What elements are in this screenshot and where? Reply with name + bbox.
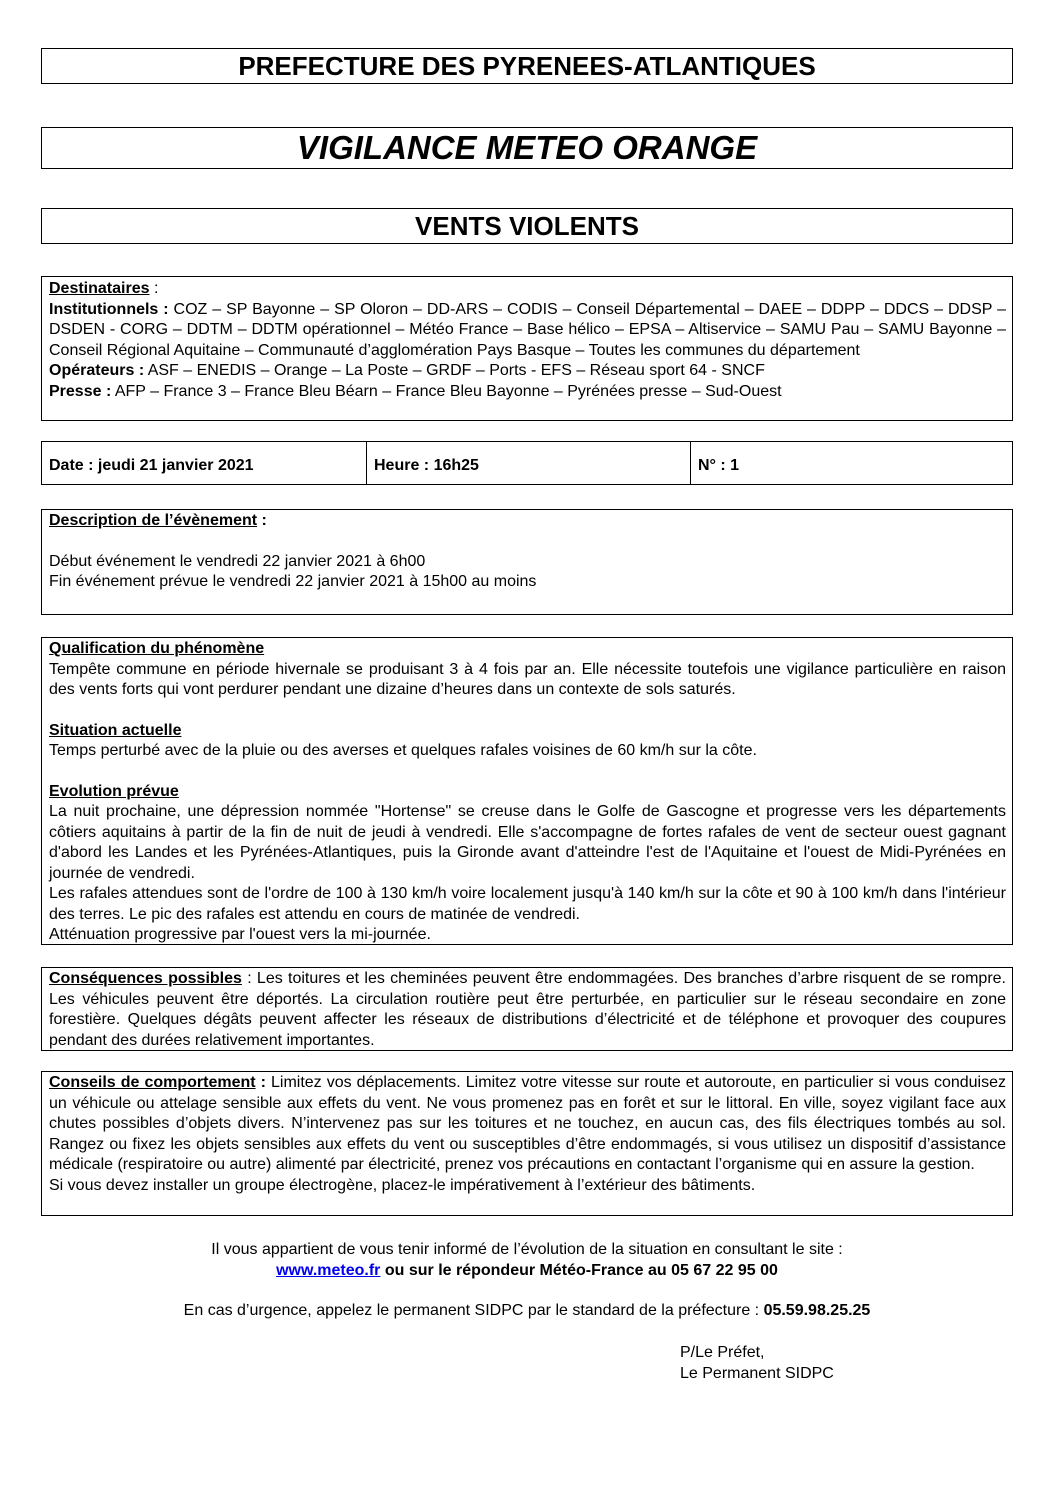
phenomenon-title — [41, 208, 1013, 244]
operateurs-label: Opérateurs : — [49, 362, 145, 379]
signature-line-1: P/Le Préfet, — [680, 1344, 765, 1361]
urgence-text: En cas d’urgence, appelez le permanent SIDPC par le standard de la préfecture : — [183, 1302, 764, 1319]
operateurs-list: ASF – ENEDIS – Orange – La Poste – GRDF – Ports - EFS – Réseau sport 64 - SNCF — [144, 362, 765, 379]
conseils-heading: Conseils de comportement — [49, 1074, 256, 1091]
conseils-text: Limitez vos déplacements. Limitez votre vitesse sur route et autoroute, en particulier si vous conduisez un véhicule ou attelage sensible aux effets du vent. Ne vous promenez pas en forêt et sur le littoral. En ville, soyez vigilant face aux chutes possibles d’objets divers. N’intervenez pas sur les toitures et ne touchez, en aucun cas, des fils électriques tombés au sol. Rangez ou fixez les objets sensibles aux effets du vent ou susceptibles d’être endommagés, si vous utilisez un dispositif d’assistance médicale (respiratoire ou autre) alimenté par électricité, prenez vos précautions en contactant l’organisme qui en assure la gestion. — [49, 1074, 1006, 1173]
evolution-paragraph-2: Les rafales attendues sont de l'ordre de 100 à 130 km/h voire localement jusqu'à 140 km/h sur la côte et 90 à 100 km/h dans l'intérieur des terres. Le pic des rafales est attendu en cours de matinée de vendredi. — [49, 885, 1006, 923]
institutionnels-label: Institutionnels : — [49, 300, 169, 318]
footer — [41, 1240, 1058, 1322]
fin-evenement: Fin événement prévue le vendredi 22 janvier 2021 à 15h00 au moins — [49, 573, 537, 590]
numero-cell: N° : 1 — [698, 457, 740, 474]
urgence-phone: 05.59.98.25.25 — [763, 1302, 871, 1319]
vigilance-title — [41, 127, 1013, 169]
meteo-link[interactable]: www.meteo.fr — [276, 1261, 381, 1279]
consequences-section — [41, 967, 1013, 1051]
conseils-section — [41, 1071, 1013, 1216]
institutionnels-list: COZ – SP Bayonne – SP Oloron – DD-ARS – CODIS – Conseil Départemental – DAEE – DDPP – DDCS – DDSP – DSDEN - CORG – DDTM – DDTM opérationnel – Météo France – Base hélico – EPSA – Altiservice – SAMU Pau – SAMU Bayonne – Conseil Régional Aquitaine – Communauté d’agglomération Pays Basque – Toutes les communes du département — [49, 300, 1006, 359]
qualification-heading: Qualification du phénomène — [49, 640, 265, 657]
heure-cell: Heure : 16h25 — [367, 442, 691, 484]
evolution-paragraph-1: La nuit prochaine, une dépression nommée "Hortense" se creuse dans le Golfe de Gascogne et progresse vers les départements côtiers aquitains à partir de la fin de nuit de jeudi à vendredi. Elle s'accompagne de fortes rafales de vent de secteur ouest gagnant d'abord les Landes et les Pyrénées-Atlantiques, puis la Gironde avant d'atteindre l'est de l'Aquitaine et l'ouest de Midi-Pyrénées en journée de vendredi. — [49, 803, 1006, 882]
vigilance-title-text: VIGILANCE METEO ORANGE — [296, 129, 758, 166]
consequences-text: : Les toitures et les cheminées peuvent être endommagées. Des branches d’arbre risquent de se rompre. Les véhicules peuvent être déportés. La circulation routière peut être perturbée, en particulier sur le réseau secondaire en zone forestière. Quelques dégâts peuvent affecter les réseaux de distributions d’électricité et de téléphone et provoquer des coupures pendant des durées relativement importantes. — [49, 970, 1007, 1049]
info-row — [41, 441, 1013, 485]
debut-evenement: Début événement le vendredi 22 janvier 2021 à 6h00 — [49, 552, 426, 570]
situation-heading: Situation actuelle — [49, 721, 182, 739]
destinataires-heading: Destinataires — [49, 280, 150, 297]
evolution-paragraph-3: Atténuation progressive par l'ouest vers la mi-journée. — [49, 926, 431, 943]
signature-block — [680, 1343, 834, 1384]
presse-label: Presse : — [49, 382, 112, 400]
consequences-heading: Conséquences possibles — [49, 970, 242, 987]
conseils-text-2: Si vous devez installer un groupe électrogène, placez-le impérativement à l’extérieur des bâtiments. — [49, 1176, 756, 1194]
qualification-section — [41, 637, 1013, 945]
destinataires-heading-suffix: : — [149, 280, 159, 297]
repondeur-text: ou sur le répondeur Météo-France au 05 67 22 95 00 — [380, 1261, 778, 1279]
evolution-heading: Evolution prévue — [49, 782, 179, 800]
signature-line-2: Le Permanent SIDPC — [680, 1364, 834, 1382]
prefecture-title-text: PREFECTURE DES PYRENEES-ATLANTIQUES — [238, 51, 816, 81]
conseils-heading-suffix: : — [255, 1074, 266, 1091]
presse-list: AFP – France 3 – France Bleu Béarn – France Bleu Bayonne – Pyrénées presse – Sud-Ouest — [111, 382, 782, 400]
info-line: Il vous appartient de vous tenir informé de l’évolution de la situation en consultant le site : — [211, 1241, 843, 1258]
phenomenon-title-text: VENTS VIOLENTS — [415, 211, 639, 241]
description-heading: Description de l’évènement — [49, 512, 258, 529]
prefecture-title — [41, 48, 1013, 84]
destinataires-section — [41, 276, 1013, 421]
date-cell: Date : jeudi 21 janvier 2021 — [42, 442, 367, 484]
qualification-text: Tempête commune en période hivernale se produisant 3 à 4 fois par an. Elle nécessite toutefois une vigilance particulière en raison des vents forts qui vont perdurer pendant une dizaine d’heures dans un contexte de sols saturés. — [49, 660, 1006, 698]
situation-text: Temps perturbé avec de la pluie ou des averses et quelques rafales voisines de 60 km/h sur la côte. — [49, 742, 757, 759]
description-heading-suffix: : — [257, 512, 267, 529]
description-section — [41, 509, 1013, 615]
